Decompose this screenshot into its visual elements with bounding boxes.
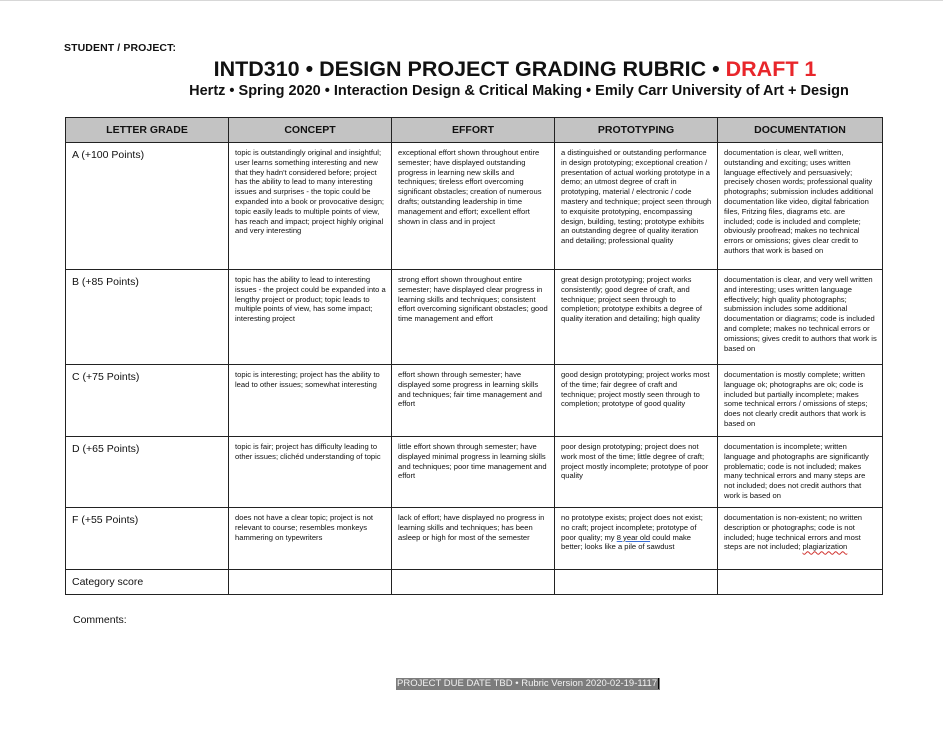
header-concept: CONCEPT: [229, 118, 392, 143]
header-documentation: DOCUMENTATION: [718, 118, 883, 143]
title-main: INTD310 • DESIGN PROJECT GRADING RUBRIC •: [213, 57, 726, 81]
documentation-text-start: documentation is non-existent; no written description or photographs; code is not included; huge technical errors and most steps are not included;: [724, 513, 863, 552]
page-subtitle: Hertz • Spring 2020 • Interaction Design & Critical Making • Emily Carr University of Art + Design: [189, 83, 849, 99]
concept-cell: does not have a clear topic; project is not relevant to course; resembles monkeys hammering on typewriters: [229, 508, 392, 570]
table-row: [66, 508, 883, 570]
documentation-cell: documentation is mostly complete; written language ok; photographs are ok; code is included but partially incomplete; makes some technical errors / omissions of steps; does not clearly credit authors that work is based on: [718, 365, 883, 437]
draft-label: DRAFT 1: [725, 57, 817, 81]
concept-cell: topic is fair; project has difficulty leading to other issues; clichéd understanding of topic: [229, 437, 392, 508]
documentation-score-cell[interactable]: [718, 570, 883, 595]
header-prototyping: PROTOTYPING: [555, 118, 718, 143]
page-title: [0, 57, 943, 82]
table-row: [66, 437, 883, 508]
grade-cell: F (+55 Points): [66, 508, 229, 570]
rubric-table: [65, 117, 883, 595]
prototyping-score-cell[interactable]: [555, 570, 718, 595]
table-row: [66, 270, 883, 365]
effort-cell: little effort shown through semester; have displayed minimal progress in learning skills and techniques; poor time management and effort: [392, 437, 555, 508]
effort-score-cell[interactable]: [392, 570, 555, 595]
page-top-rule: [0, 0, 943, 1]
table-row: [66, 143, 883, 270]
header-letter-grade: LETTER GRADE: [66, 118, 229, 143]
effort-cell: lack of effort; have displayed no progress in learning skills and techniques; has been asleep or high for most of the semester: [392, 508, 555, 570]
grade-cell: D (+65 Points): [66, 437, 229, 508]
prototyping-text-start: no prototype exists; project does not exist; no craft; project incomplete; prototype of poor quality; my: [561, 513, 703, 542]
grammar-flagged-text: 8 year old: [616, 532, 651, 542]
prototyping-cell: poor design prototyping; project does not work most of the time; little degree of craft; project mostly incomplete; prototype of poor quality: [555, 437, 718, 508]
concept-cell: topic is interesting; project has the ability to lead to other issues; somewhat interesting: [229, 365, 392, 437]
documentation-cell: [718, 508, 883, 570]
footer-text: PROJECT DUE DATE TBD • Rubric Version 2020-02-19-1117: [397, 678, 658, 690]
header-effort: EFFORT: [392, 118, 555, 143]
grade-cell: A (+100 Points): [66, 143, 229, 270]
category-score-label: Category score: [66, 570, 229, 595]
prototyping-text-end: could make better; looks like a pile of sawdust: [561, 532, 692, 552]
prototyping-cell: [555, 508, 718, 570]
concept-cell: topic is outstandingly original and insightful; user learns something interesting and new that they hadn't considered before; project has the ability to lead to many interesting issues and surprises - the topic could be expanded into a book or provocative design; topic easily leads to multiple points of view, has reach and impact; project highly original and very interesting: [229, 143, 392, 270]
concept-cell: topic has the ability to lead to interesting issues - the project could be expanded into a lengthy project or product; topic leads to multiple points of view, has some impact; interesting project: [229, 270, 392, 365]
prototyping-cell: great design prototyping; project works consistently; good degree of craft, and technique; project seen through to completion; prototype exhibits a degree of quality iteration and detailing; high quality: [555, 270, 718, 365]
effort-cell: exceptional effort shown throughout entire semester; have displayed outstanding progress in learning new skills and techniques; tireless effort overcoming significant obstacles; creation of numerous drafts; outstanding leadership in time management and effort; excellent effort shown in class and in project: [392, 143, 555, 270]
comments-label: Comments:: [73, 614, 127, 626]
footer-version-text[interactable]: [396, 678, 660, 690]
student-project-label: STUDENT / PROJECT:: [64, 42, 177, 54]
text-cursor: [658, 678, 659, 689]
prototyping-cell: a distinguished or outstanding performance in design prototyping; exceptional creation / presentation of actual working prototype in a demo; an utmost degree of craft in prototyping, material / electronic / code mastery and technique; project seen through to exquisite prototyping, encompassing design, building, testing; prototype exhibits an outstanding degree of quality iteration and detailing; professional quality: [555, 143, 718, 270]
table-row: [66, 365, 883, 437]
grade-cell: B (+85 Points): [66, 270, 229, 365]
category-score-row: [66, 570, 883, 595]
documentation-cell: documentation is clear, and very well written and interesting; uses written language effectively; high quality photographs; submission includes some additional documentation or diagrams; code is included and complete; makes no technical errors or omissions; gives credit to authors that work is based on: [718, 270, 883, 365]
documentation-cell: documentation is incomplete; written language and photographs are significantly problematic; code is not included; makes many technical errors and many steps are not included; does not credit authors that work is based on: [718, 437, 883, 508]
effort-cell: strong effort shown throughout entire semester; have displayed clear progress in learning skills and techniques; consistent effort overcoming significant obstacles; good time management and effort: [392, 270, 555, 365]
header-row: [66, 118, 883, 143]
documentation-cell: documentation is clear, well written, outstanding and exciting; uses written language effectively and persuasively; precisely chosen words; professional quality photographs; submission includes additional documentation like video, digital fabrication files, Fritzing files, diagrams etc. are included; code is included and complete; obviously proofread; makes no technical errors or omissions; gives clear credit to authors that work is based on: [718, 143, 883, 270]
prototyping-cell: good design prototyping; project works most of the time; fair degree of craft and technique; project mostly seen through to completion; prototype of good quality: [555, 365, 718, 437]
effort-cell: effort shown through semester; have displayed some progress in learning skills and techniques; fair time management and effort: [392, 365, 555, 437]
concept-score-cell[interactable]: [229, 570, 392, 595]
grade-cell: C (+75 Points): [66, 365, 229, 437]
spelling-flagged-text: plagiarization: [802, 542, 848, 552]
